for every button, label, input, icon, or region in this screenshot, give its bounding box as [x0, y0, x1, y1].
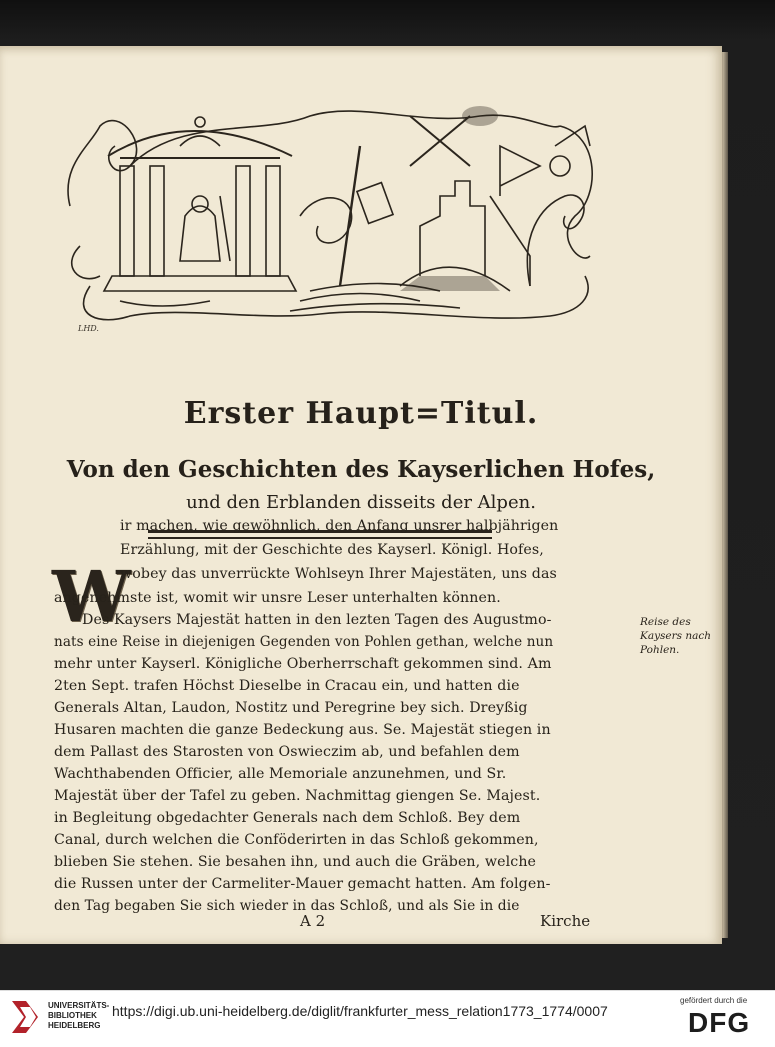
library-name [48, 1001, 109, 1031]
body-line: mehr unter Kayserl. Königliche Oberherrschaft gekommen sind. Am [54, 656, 552, 672]
dfg-logo[interactable]: DFG [688, 1007, 751, 1038]
body-line: Des Kaysers Majestät hatten in den lezten Tagen des Augustmo- [82, 612, 552, 628]
ornament-vignette [60, 86, 600, 336]
body-line: die Russen unter der Carmeliter-Mauer gemacht hatten. Am folgen- [54, 876, 551, 892]
body-line: Erzählung, mit der Geschichte des Kayserl. Königl. Hofes, [120, 542, 544, 558]
body-line: ir machen, wie gewöhnlich, den Anfang unsrer halbjährigen [120, 518, 559, 534]
margin-note: Pohlen. [640, 644, 680, 656]
chapter-heading: Erster Haupt=Titul. [183, 396, 539, 431]
body-line: in Begleitung obgedachter Generals nach dem Schloß. Bey dem [54, 810, 521, 826]
chapter-subtitle-line-2: und den Erblanden disseits der Alpen. [186, 492, 536, 513]
permalink-url[interactable]: https://digi.ub.uni-heidelberg.de/diglit/frankfurter_mess_relation1773_1774/0007 [112, 1003, 608, 1019]
divider-rule-bottom [148, 537, 492, 539]
library-logo-icon [8, 997, 44, 1039]
margin-note: Reise des [640, 616, 691, 628]
university-library-logo[interactable] [8, 997, 44, 1039]
library-name-line-2: BIBLIOTHEK [48, 1011, 97, 1020]
library-name-line-1: UNIVERSITÄTS- [48, 1001, 110, 1010]
signature-mark: A 2 [300, 912, 326, 930]
funded-by-label: gefördert durch die [680, 996, 748, 1005]
body-line: Wachthabenden Officier, alle Memoriale anzunehmen, und Sr. [54, 766, 507, 782]
engraver-mark: LHD. [78, 324, 99, 333]
library-name-line-3: HEIDELBERG [48, 1021, 101, 1030]
body-line: Canal, durch welchen die Conföderirten in das Schloß gekommen, [54, 832, 539, 848]
book-page [0, 46, 722, 944]
body-line: 2ten Sept. trafen Höchst Dieselbe in Cracau ein, und hatten die [54, 678, 520, 694]
margin-note: Kaysers nach [640, 630, 712, 642]
ornament-illustration [60, 86, 600, 336]
body-line: Generals Altan, Laudon, Nostitz und Peregrine bey sich. Dreyßig [54, 700, 528, 716]
body-line: nats eine Reise in diejenigen Gegenden von Pohlen gethan, welche nun [54, 634, 554, 650]
body-line: blieben Sie stehen. Sie besahen ihn, und auch die Gräben, welche [54, 854, 537, 870]
viewer-footer-bar [0, 990, 775, 1047]
catchword: Kirche [540, 912, 591, 930]
body-line: den Tag begaben Sie sich wieder in das Schloß, und als Sie in die [54, 898, 520, 914]
body-line: Husaren machten die ganze Bedeckung aus. Se. Majestät stiegen in [54, 722, 551, 738]
body-line: dem Pallast des Starosten von Oswieczim ab, und befahlen dem [54, 744, 520, 760]
decorative-initial: W [52, 555, 131, 638]
body-line: wobey das unverrückte Wohlseyn Ihrer Majestäten, uns das [120, 566, 557, 582]
chapter-subtitle-line-1: Von den Geschichten des Kayserlichen Hofes, [66, 456, 656, 483]
body-line: Majestät über der Tafel zu geben. Nachmittag giengen Se. Majest. [54, 788, 541, 804]
body-line: angenehmste ist, womit wir unsre Leser unterhalten können. [54, 590, 501, 606]
